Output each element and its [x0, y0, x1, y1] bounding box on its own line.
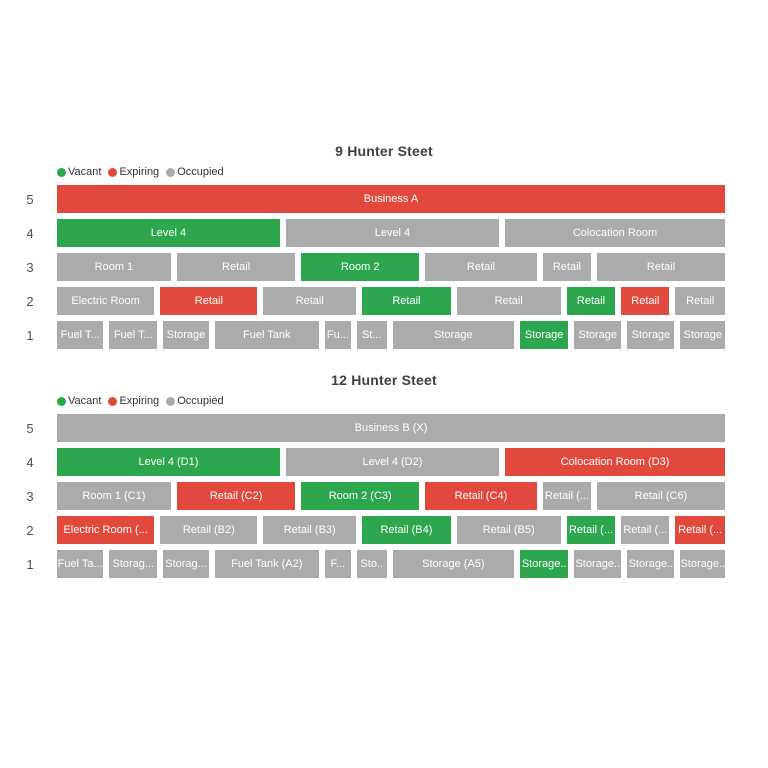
unit-block[interactable]: Retail — [425, 253, 537, 281]
legend — [57, 394, 756, 408]
unit-block[interactable]: Fuel Tank (A2) — [215, 550, 319, 578]
legend-dot-occupied-icon — [166, 168, 175, 177]
unit-block[interactable]: Level 4 — [57, 219, 280, 247]
unit-block[interactable]: Retail — [457, 287, 561, 315]
floor-units — [57, 287, 725, 315]
legend-dot-occupied-icon — [166, 397, 175, 406]
unit-block[interactable]: Storage (A5) — [393, 550, 515, 578]
floor-row — [12, 448, 756, 476]
stacking-plan-chart-2 — [12, 370, 756, 578]
floor-units — [57, 185, 725, 213]
unit-block[interactable]: Fuel T... — [57, 321, 103, 349]
floor-label: 3 — [26, 259, 34, 275]
unit-block[interactable]: Retail (B3) — [263, 516, 356, 544]
unit-block[interactable]: Storage.. — [574, 550, 621, 578]
unit-block[interactable]: St... — [357, 321, 387, 349]
legend-item — [108, 166, 159, 178]
floor-row — [12, 253, 756, 281]
unit-block[interactable]: Storage.. — [627, 550, 674, 578]
unit-block[interactable]: Storage — [163, 321, 208, 349]
unit-block[interactable]: Fuel T... — [109, 321, 157, 349]
unit-block[interactable]: Room 1 — [57, 253, 171, 281]
unit-block[interactable]: Storage — [680, 321, 725, 349]
unit-block[interactable]: Sto.. — [357, 550, 387, 578]
legend-label: Occupied — [177, 166, 224, 178]
floor-row — [12, 482, 756, 510]
unit-block[interactable]: Colocation Room (D3) — [505, 448, 725, 476]
unit-block[interactable]: Storage — [574, 321, 621, 349]
unit-block[interactable]: Retail (B4) — [362, 516, 451, 544]
unit-block[interactable]: Colocation Room — [505, 219, 725, 247]
unit-block[interactable]: Storage — [393, 321, 515, 349]
floor-label: 1 — [26, 556, 34, 572]
unit-block[interactable]: Business B (X) — [57, 414, 725, 442]
chart-title: 9 Hunter Steet — [335, 143, 433, 159]
floor-row — [12, 185, 756, 213]
unit-block[interactable]: Level 4 (D1) — [57, 448, 280, 476]
floor-units — [57, 482, 725, 510]
floors — [12, 414, 756, 578]
unit-block[interactable]: Retail (C6) — [597, 482, 725, 510]
legend-label: Vacant — [68, 395, 102, 407]
unit-block[interactable]: Fuel Ta... — [57, 550, 103, 578]
floor-units — [57, 516, 725, 544]
unit-block[interactable]: Room 2 — [301, 253, 419, 281]
floor-label: 2 — [26, 293, 34, 309]
unit-block[interactable]: Level 4 (D2) — [286, 448, 499, 476]
floor-units — [57, 253, 725, 281]
unit-block[interactable]: Retail (... — [543, 482, 591, 510]
legend-label: Vacant — [68, 166, 102, 178]
floor-label: 4 — [26, 454, 34, 470]
legend-label: Expiring — [119, 166, 160, 178]
unit-block[interactable]: Storag... — [109, 550, 157, 578]
legend-item — [166, 166, 223, 178]
unit-block[interactable]: Electric Room — [57, 287, 154, 315]
floor-label: 5 — [26, 191, 34, 207]
floor-row — [12, 414, 756, 442]
legend-label: Occupied — [177, 395, 224, 407]
floor-label: 5 — [26, 420, 34, 436]
unit-block[interactable]: Retail — [160, 287, 257, 315]
unit-block[interactable]: Retail (... — [567, 516, 616, 544]
unit-block[interactable]: Retail (... — [675, 516, 725, 544]
legend-item — [166, 395, 223, 407]
unit-block[interactable]: Storage — [627, 321, 674, 349]
floor-units — [57, 414, 725, 442]
unit-block[interactable]: Storage.. — [680, 550, 725, 578]
unit-block[interactable]: Storag... — [163, 550, 208, 578]
legend — [57, 165, 756, 179]
floor-row — [12, 219, 756, 247]
unit-block[interactable]: Retail — [543, 253, 591, 281]
unit-block[interactable]: Retail — [177, 253, 296, 281]
legend-label: Expiring — [119, 395, 160, 407]
floor-row — [12, 321, 756, 349]
legend-dot-expiring-icon — [108, 168, 117, 177]
unit-block[interactable]: Fu... — [325, 321, 351, 349]
floor-units — [57, 550, 725, 578]
chart-title: 12 Hunter Steet — [331, 372, 437, 388]
unit-block[interactable]: Retail — [597, 253, 725, 281]
unit-block[interactable]: Fuel Tank — [215, 321, 319, 349]
unit-block[interactable]: Storage — [520, 321, 568, 349]
unit-block[interactable]: Room 1 (C1) — [57, 482, 171, 510]
legend-dot-vacant-icon — [57, 168, 66, 177]
stacking-plan-chart-1 — [12, 141, 756, 349]
floor-row — [12, 287, 756, 315]
legend-item — [57, 166, 101, 178]
unit-block[interactable]: Retail (B5) — [457, 516, 561, 544]
legend-dot-vacant-icon — [57, 397, 66, 406]
unit-block[interactable]: Retail — [621, 287, 669, 315]
floor-row — [12, 516, 756, 544]
unit-block[interactable]: Retail — [362, 287, 451, 315]
unit-block[interactable]: Room 2 (C3) — [301, 482, 419, 510]
unit-block[interactable]: Level 4 — [286, 219, 499, 247]
legend-dot-expiring-icon — [108, 397, 117, 406]
unit-block[interactable]: Retail — [567, 287, 616, 315]
floor-units — [57, 321, 725, 349]
unit-block[interactable]: Electric Room (... — [57, 516, 154, 544]
unit-block[interactable]: Retail (B2) — [160, 516, 257, 544]
unit-block[interactable]: Retail (C2) — [177, 482, 296, 510]
floor-label: 4 — [26, 225, 34, 241]
legend-item — [108, 395, 159, 407]
floor-row — [12, 550, 756, 578]
floor-label: 1 — [26, 327, 34, 343]
unit-block[interactable]: F... — [325, 550, 351, 578]
unit-block[interactable]: Retail (C4) — [425, 482, 537, 510]
floor-label: 3 — [26, 488, 34, 504]
floor-label: 2 — [26, 522, 34, 538]
unit-block[interactable]: Storage.. — [520, 550, 568, 578]
floors — [12, 185, 756, 349]
unit-block[interactable]: Business A — [57, 185, 725, 213]
unit-block[interactable]: Retail — [675, 287, 725, 315]
floor-units — [57, 219, 725, 247]
legend-item — [57, 395, 101, 407]
unit-block[interactable]: Retail (... — [621, 516, 669, 544]
unit-block[interactable]: Retail — [263, 287, 356, 315]
floor-units — [57, 448, 725, 476]
